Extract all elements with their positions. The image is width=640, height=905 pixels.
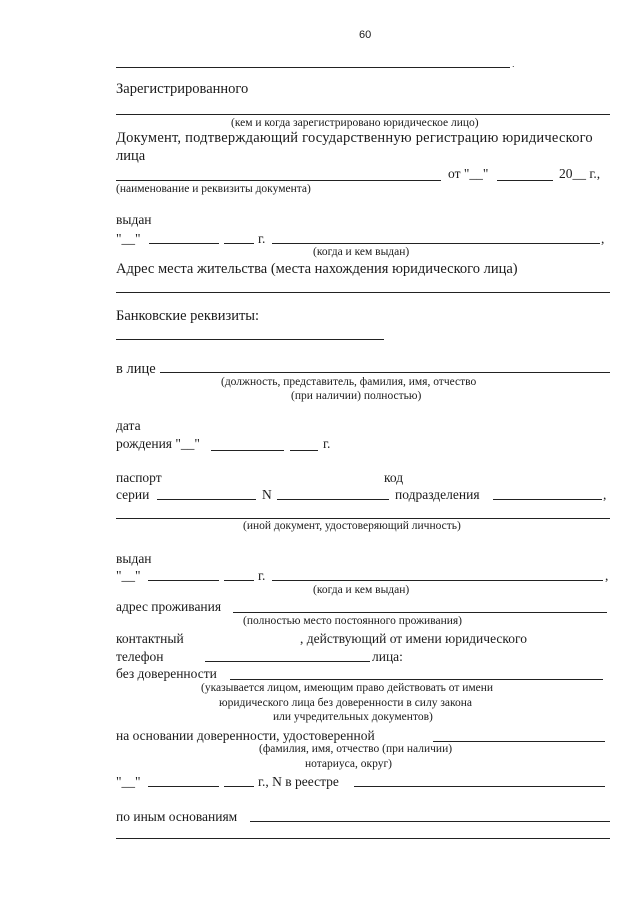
issued-year-line — [224, 243, 254, 244]
series-label: серии — [116, 487, 150, 502]
issued2-label: выдан — [116, 551, 152, 566]
header-dot: . — [512, 59, 515, 69]
issued-day: "__" — [116, 231, 141, 246]
birth-year-line — [290, 450, 318, 451]
document-caption: (наименование и реквизиты документа) — [116, 183, 311, 195]
registered-label: Зарегистрированного — [116, 81, 249, 97]
birth-label: рождения "__" — [116, 436, 200, 451]
other-grounds-line-2 — [116, 838, 610, 839]
in-person-caption-1: (должность, представитель, фамилия, имя, отчество — [221, 376, 477, 388]
residence-label: адрес проживания — [116, 599, 222, 614]
proxy-basis-line — [433, 741, 605, 742]
issued2-by-line — [272, 580, 603, 581]
issued-label: выдан — [116, 212, 152, 227]
issued2-caption: (когда и кем выдан) — [313, 584, 410, 596]
issued-caption: (когда и кем выдан) — [313, 246, 410, 258]
phone-label: телефон — [116, 649, 164, 664]
in-person-label: в лице — [116, 361, 156, 377]
proxy-caption-2: нотариуса, округ) — [305, 758, 393, 770]
issued2-month-line — [148, 580, 219, 581]
division-comma: , — [603, 487, 607, 502]
in-person-line — [160, 372, 610, 373]
header-rule — [116, 67, 510, 68]
no-proxy-line — [230, 679, 603, 680]
issued-comma: , — [601, 231, 605, 246]
acting-text: , действующий от имени юридического — [300, 631, 527, 646]
date-label: дата — [116, 418, 141, 433]
no-proxy-label: без доверенности — [116, 666, 217, 681]
issued-month-line — [149, 243, 219, 244]
other-grounds-label: по иным основаниям — [116, 809, 238, 824]
division-line — [493, 499, 602, 500]
phone-line — [205, 661, 370, 662]
proxy-basis-label: на основании доверенности, удостоверенной — [116, 728, 375, 743]
no-proxy-caption-2: юридического лица без доверенности в силу закона — [219, 697, 472, 709]
address-line — [116, 292, 610, 293]
address-heading: Адрес места жительства (места нахождения юридического лица) — [116, 261, 518, 277]
issued-g: г. — [258, 231, 266, 246]
issued2-comma: , — [605, 568, 609, 583]
issued-by-line — [272, 243, 600, 244]
issued2-day: "__" — [116, 568, 141, 583]
face-text: лица: — [372, 649, 403, 664]
no-proxy-caption-3: или учредительных документов) — [273, 711, 433, 723]
issued2-g: г. — [258, 568, 266, 583]
birth-month-line — [211, 450, 284, 451]
registry-line — [354, 786, 605, 787]
residence-caption: (полностью место постоянного проживания) — [243, 615, 463, 627]
series-line — [157, 499, 256, 500]
number-line — [277, 499, 389, 500]
passport-label: паспорт — [116, 470, 162, 485]
bank-line — [116, 339, 384, 340]
birth-g: г. — [323, 436, 331, 451]
registry-day: "__" — [116, 774, 141, 789]
other-doc-caption: (иной документ, удостоверяющий личность) — [243, 520, 461, 532]
issued2-year-line — [224, 580, 254, 581]
page-number: 60 — [359, 29, 372, 41]
document-heading-line2: лица — [116, 148, 146, 164]
bank-heading: Банковские реквизиты: — [116, 308, 260, 324]
contact-label: контактный — [116, 631, 184, 646]
division-label: подразделения — [395, 487, 480, 502]
registry-month-line — [148, 786, 219, 787]
other-doc-line — [116, 518, 610, 519]
document-heading-line1: Документ, подтверждающий государственную регистрацию юридического — [116, 130, 593, 146]
no-proxy-caption-1: (указывается лицом, имеющим право действовать от имени — [201, 682, 494, 694]
proxy-caption-1: (фамилия, имя, отчество (при наличии) — [259, 743, 453, 755]
registry-text: г., N в реестре — [258, 774, 339, 789]
document-date-month-line — [497, 180, 553, 181]
code-label: код — [384, 470, 404, 485]
registry-year-line — [224, 786, 254, 787]
residence-line — [233, 612, 607, 613]
registered-line — [116, 114, 610, 115]
document-line — [116, 180, 441, 181]
number-label: N — [262, 487, 272, 502]
document-date-year: 20__ г., — [559, 166, 601, 181]
other-grounds-line — [250, 821, 610, 822]
document-date-quote: от "__" — [448, 166, 489, 181]
registered-caption: (кем и когда зарегистрировано юридическое лицо) — [231, 117, 479, 129]
in-person-caption-2: (при наличии) полностью) — [291, 390, 422, 402]
